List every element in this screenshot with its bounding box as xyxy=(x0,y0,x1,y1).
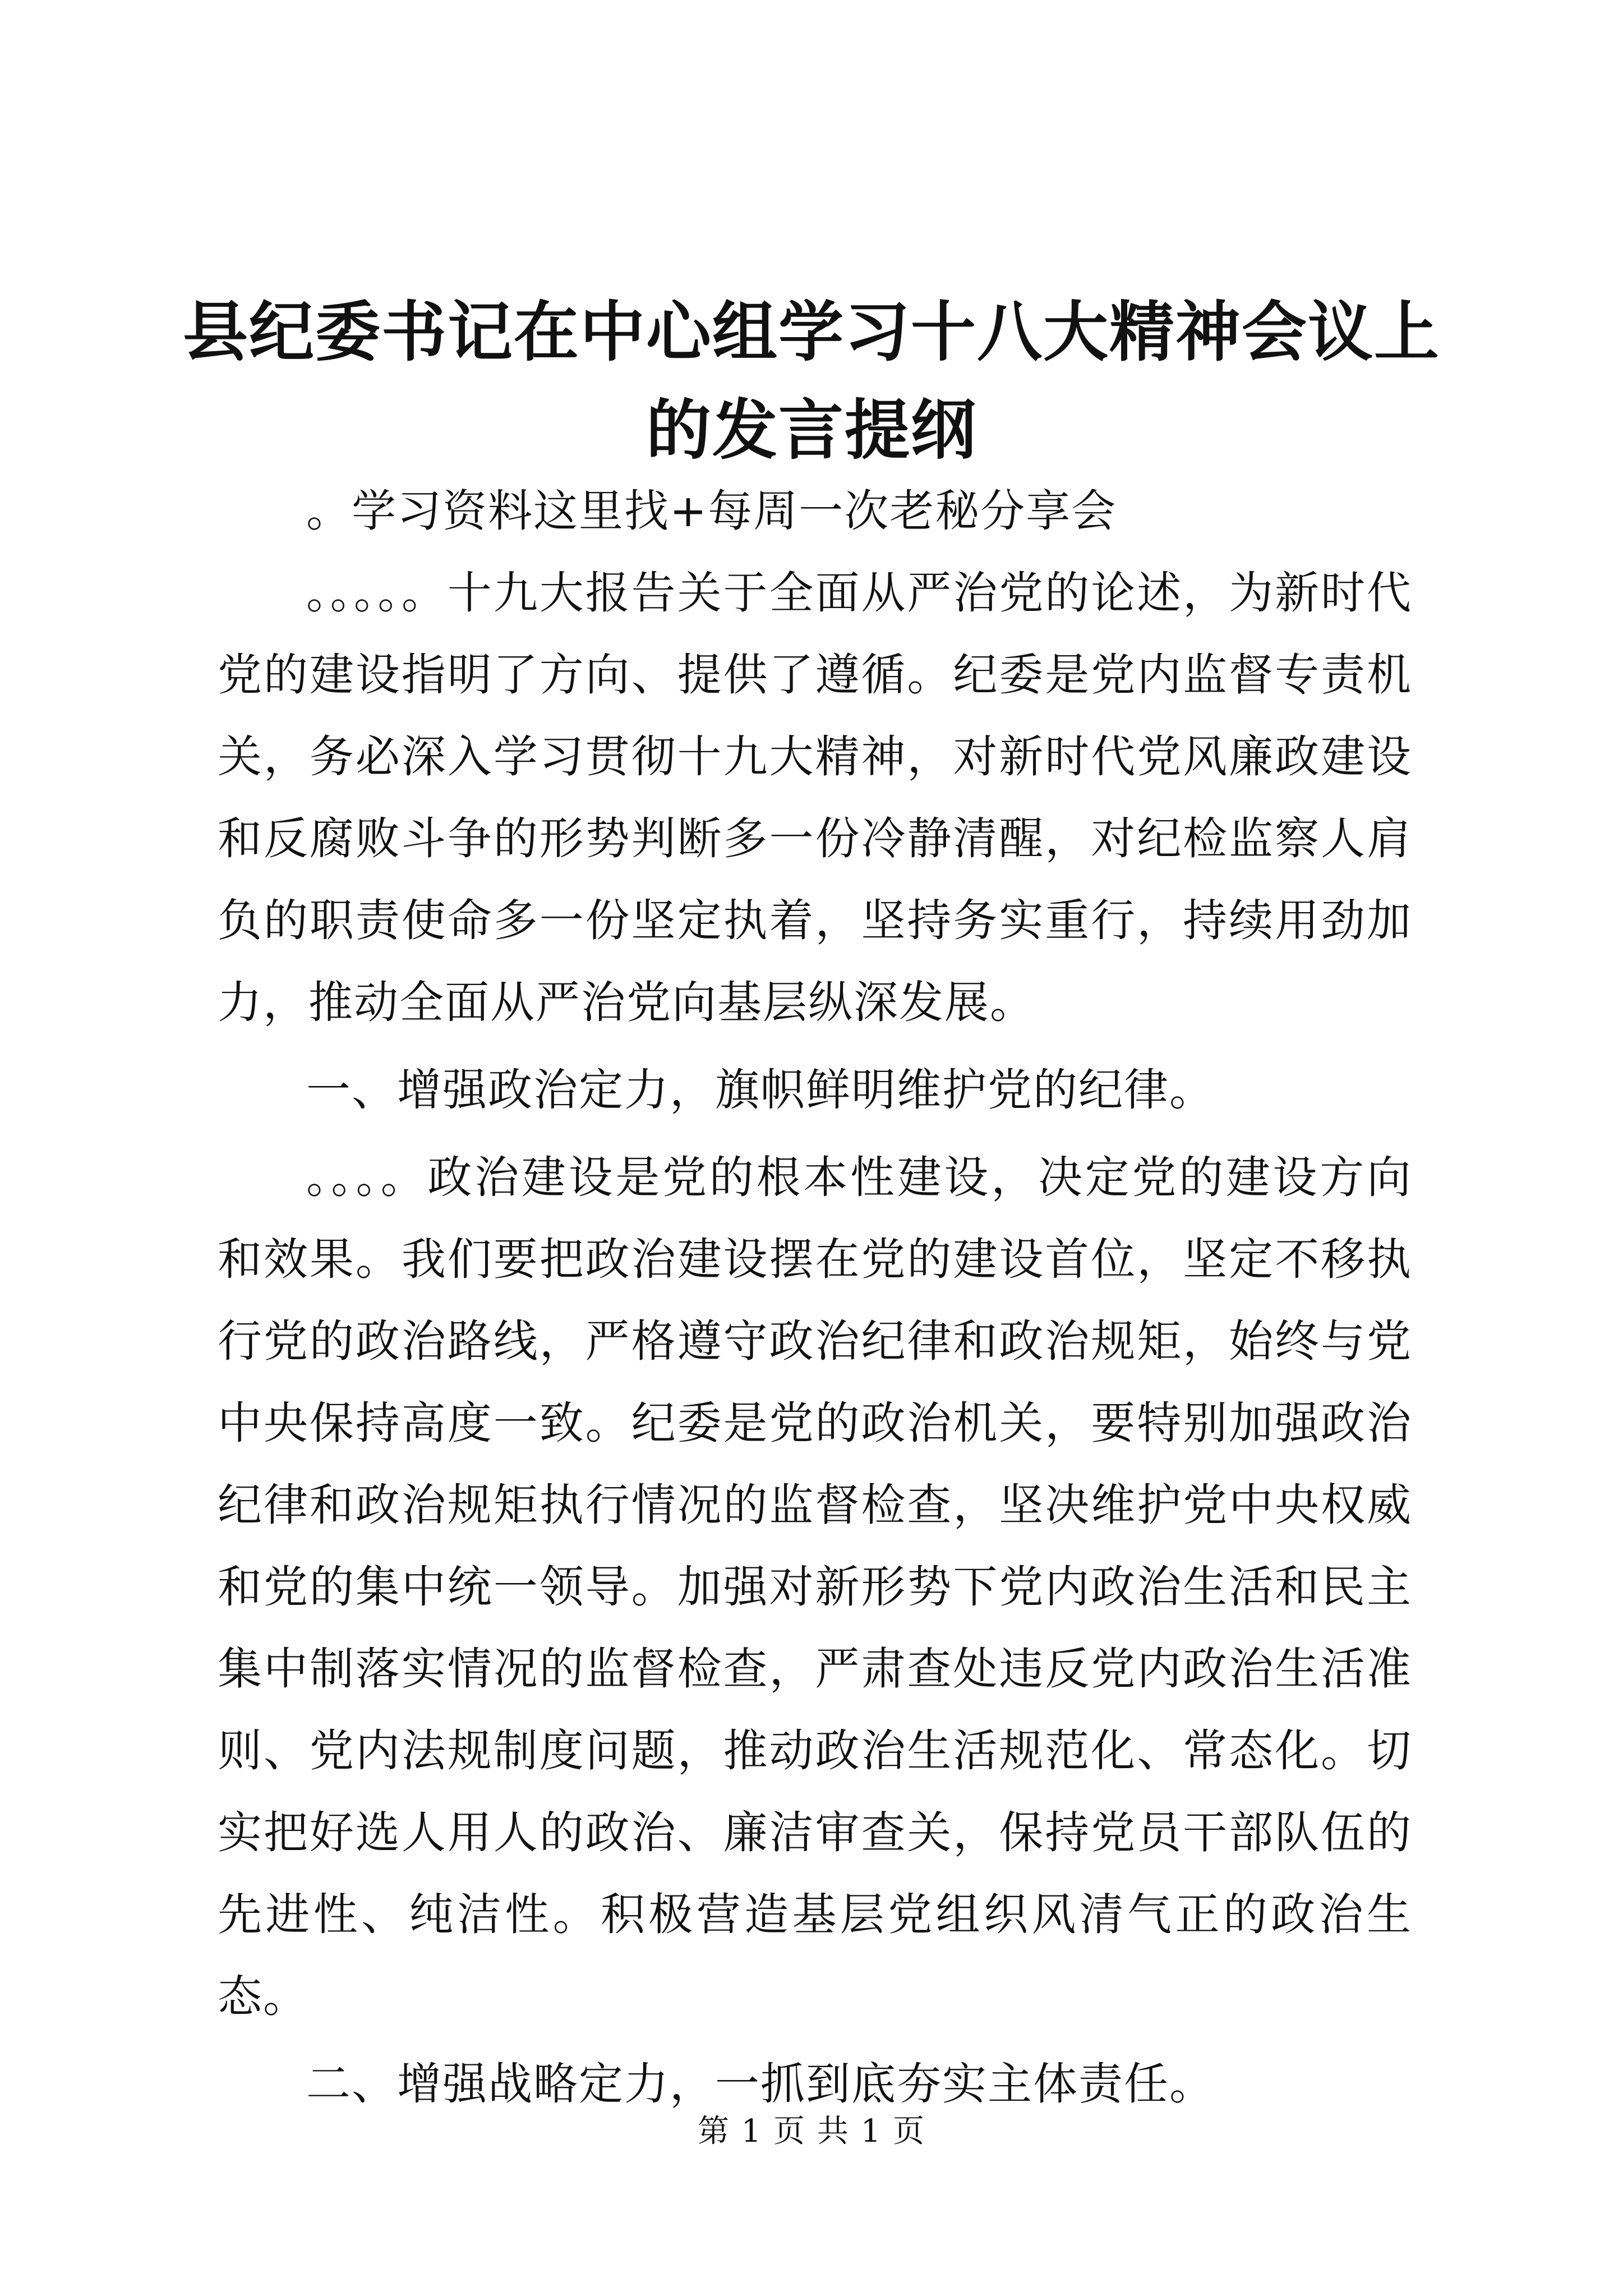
paragraph-section-one-body: 。。。。政治建设是党的根本性建设，决定党的建设方向和效果。我们要把政治建设摆在党的建设首位，坚定不移执行党的政治路线，严格遵守政治纪律和政治规矩，始终与党中央保持高度一致。纪委是党的政治机关，要特别加强政治纪律和政治规矩执行情况的监督检查，坚决维护党中央权威和党的集中统一领导。加强对新形势下党内政治生活和民主集中制落实情况的监督检查，严肃查处违反党内政治生活准则、党内法规制度问题，推动政治生活规范化、常态化。切实把好选人用人的政治、廉洁审查关，保持党员干部队伍的先进性、纯洁性。积极营造基层党组织风清气正的政治生态。 xyxy=(218,1152,1412,2022)
document-title: 县纪委书记在中心组学习十八大精神会议上的发言提纲 xyxy=(183,294,1440,468)
paragraph-intro-note: 。学习资料这里找+每周一次老秘分享会 xyxy=(306,485,1117,537)
section-heading-one: 一、增强政治定力，旗帜鲜明维护党的纪律。 xyxy=(306,1064,1215,1116)
paragraph-opening: 。。。。。十九大报告关于全面从严治党的论述，为新时代党的建设指明了方向、提供了遵循。纪委是党内监督专责机关，务必深入学习贯彻十九大精神，对新时代党风廉政建设和反腐败斗争的形势判断多一份冷静清醒，对纪检监察人肩负的职责使命多一份坚定执着，坚持务实重行，持续用劲加力，推动全面从严治党向基层纵深发展。 xyxy=(218,567,1412,1028)
page-number-footer: 第 1 页 共 1 页 xyxy=(697,2113,926,2150)
document-body xyxy=(218,470,1412,2125)
section-heading-two: 二、增强战略定力，一抓到底夯实主体责任。 xyxy=(306,2058,1215,2110)
